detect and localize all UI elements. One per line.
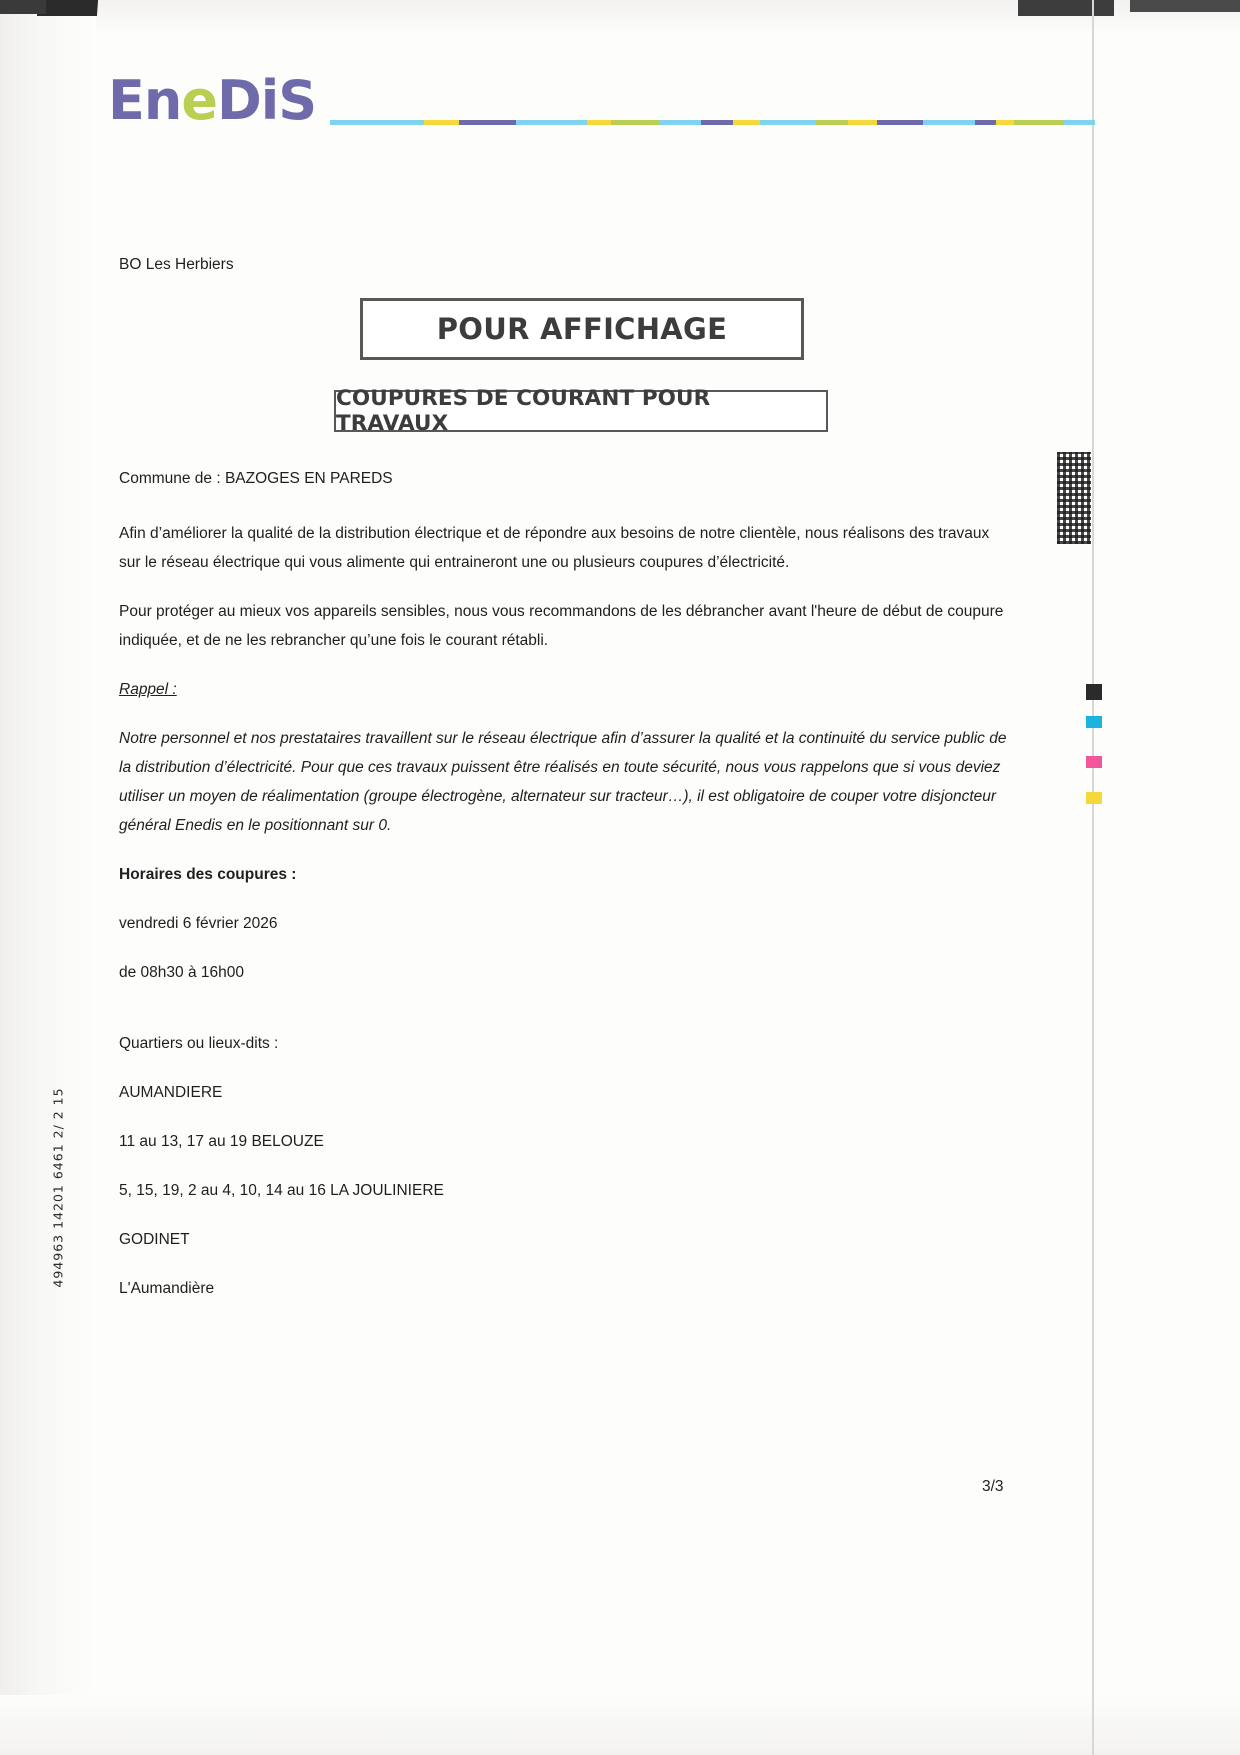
brand-rule-segment: [459, 120, 516, 125]
location-item: AUMANDIERE: [119, 1084, 223, 1101]
brand-rule-segment: [975, 120, 996, 125]
calibration-mark-magenta: [1086, 756, 1102, 768]
enedis-logo-wordmark: EneDiS: [108, 69, 317, 132]
brand-rule-decoration: [330, 120, 1095, 125]
scan-artifact-top-right: [1018, 0, 1114, 16]
scan-shadow-bottom: [0, 1695, 1240, 1755]
schedule-time: de 08h30 à 16h00: [119, 964, 244, 981]
brand-rule-segment: [816, 120, 848, 125]
brand-rule-segment: [760, 120, 816, 125]
brand-rule-segment: [996, 120, 1014, 125]
document-body: [119, 464, 1009, 1323]
brand-rule-segment: [516, 120, 586, 125]
scan-artifact-top-right-2: [1130, 0, 1240, 12]
calibration-mark-black: [1086, 684, 1102, 700]
page-edge-seam: [1092, 0, 1094, 1755]
brand-rule-segment: [330, 120, 424, 125]
scan-shadow-left: [0, 0, 96, 1755]
secondary-title-text: COUPURES DE COURANT POUR TRAVAUX: [336, 386, 711, 436]
brand-rule-segment: [701, 120, 733, 125]
brand-rule-segment: [1014, 120, 1063, 125]
locations-heading: Quartiers ou lieux-dits :: [119, 1035, 279, 1052]
brand-rule-segment: [424, 120, 459, 125]
rappel-paragraph: Notre personnel et nos prestataires travaillent sur le réseau électrique afin d’assurer la qualité et la continuité du service public de la distribution d’électricité. Pour que ces travaux puissent être réalisés en toute sécurité, nous vous rappelons que si vous deviez utiliser un moyen de réalimentation (groupe électrogène, alternateur sur tracteur…), il est obligatoire de couper votre disjoncteur général Enedis en le positionnant sur 0.: [119, 730, 1007, 834]
rappel-heading: Rappel :: [119, 681, 177, 698]
brand-rule-segment: [660, 120, 701, 125]
brand-rule-segment: [848, 120, 877, 125]
page-number: 3/3: [982, 1478, 1004, 1495]
secondary-title-box: [334, 386, 828, 436]
brand-rule-segment: [733, 120, 760, 125]
side-reference-code: 494963 14201 6461 2/ 2 15: [50, 1087, 66, 1288]
scan-artifact-top-left: [37, 0, 99, 16]
calibration-mark-yellow: [1086, 792, 1102, 804]
brand-rule-segment: [611, 120, 660, 125]
enedis-logo: [108, 70, 328, 132]
brand-rule-segment: [1063, 120, 1095, 125]
commune-line: Commune de : BAZOGES EN PAREDS: [119, 470, 393, 487]
intro-paragraph: Afin d’améliorer la qualité de la distribution électrique et de répondre aux besoins de notre clientèle, nous réalisons des travaux sur le réseau électrique qui vous alimente qui entraineront une ou plusieurs coupures d’électricité.: [119, 525, 990, 571]
advice-paragraph: Pour protéger au mieux vos appareils sensibles, nous vous recommandons de les débrancher avant l'heure de début de coupure indiquée, et de ne les rebrancher qu’une fois le courant rétabli.: [119, 603, 1004, 649]
brand-rule-segment: [587, 120, 611, 125]
location-item: GODINET: [119, 1231, 190, 1248]
primary-title-box: [360, 298, 804, 360]
calibration-mark-cyan: [1086, 716, 1102, 728]
location-item: 5, 15, 19, 2 au 4, 10, 14 au 16 LA JOULINIERE: [119, 1182, 444, 1199]
location-item: L'Aumandière: [119, 1280, 215, 1297]
brand-rule-segment: [877, 120, 923, 125]
brand-rule-segment: [923, 120, 976, 125]
locations-list: [119, 1078, 1009, 1303]
recipient-label: BO Les Herbiers: [119, 256, 234, 273]
schedule-heading: Horaires des coupures :: [119, 866, 297, 883]
scan-artifact-top-left-2: [0, 0, 46, 14]
primary-title-text: POUR AFFICHAGE: [436, 312, 728, 346]
datamatrix-code-icon: [1057, 452, 1091, 544]
location-item: 11 au 13, 17 au 19 BELOUZE: [119, 1133, 324, 1150]
schedule-date: vendredi 6 février 2026: [119, 915, 278, 932]
